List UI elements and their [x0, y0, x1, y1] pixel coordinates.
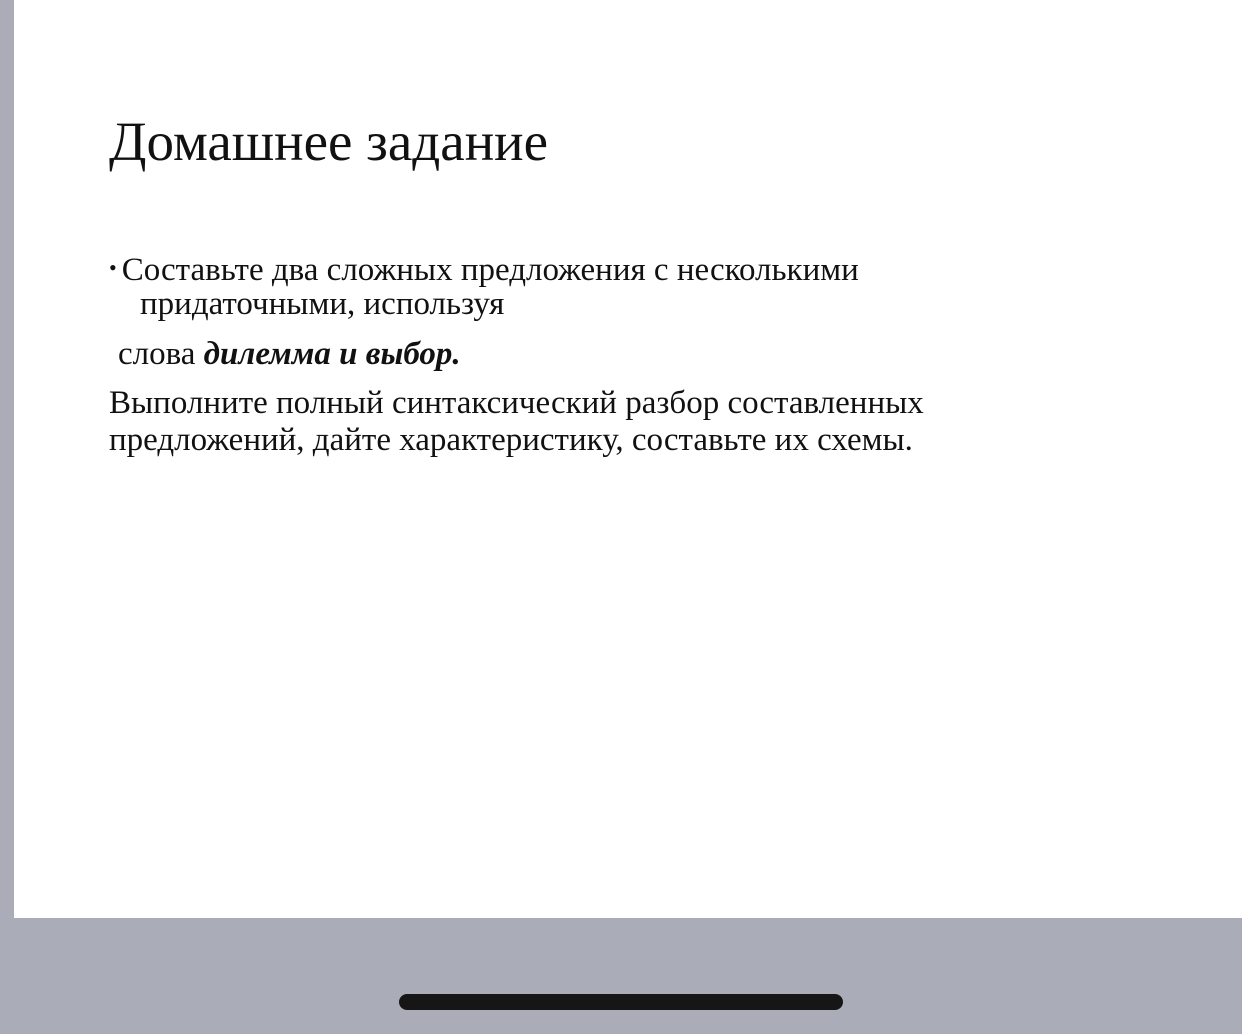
- bullet-item-line-2: придаточными, используя: [140, 286, 505, 322]
- words-line: [118, 336, 461, 373]
- bullet-item-line-1: [109, 249, 859, 289]
- words-prefix: слова: [118, 336, 204, 372]
- words-emphasis: дилемма и выбор.: [203, 336, 461, 372]
- home-indicator[interactable]: [399, 994, 843, 1010]
- bullet-text-line-1: Составьте два сложных предложения с несколькими: [121, 252, 859, 288]
- bullet-icon: •: [109, 255, 117, 280]
- task-line-1: Выполните полный синтаксический разбор составленных: [109, 385, 924, 421]
- task-line-2: предложений, дайте характеристику, составьте их схемы.: [109, 422, 913, 458]
- slide-page: [14, 0, 1242, 918]
- slide-title: Домашнее задание: [109, 111, 548, 172]
